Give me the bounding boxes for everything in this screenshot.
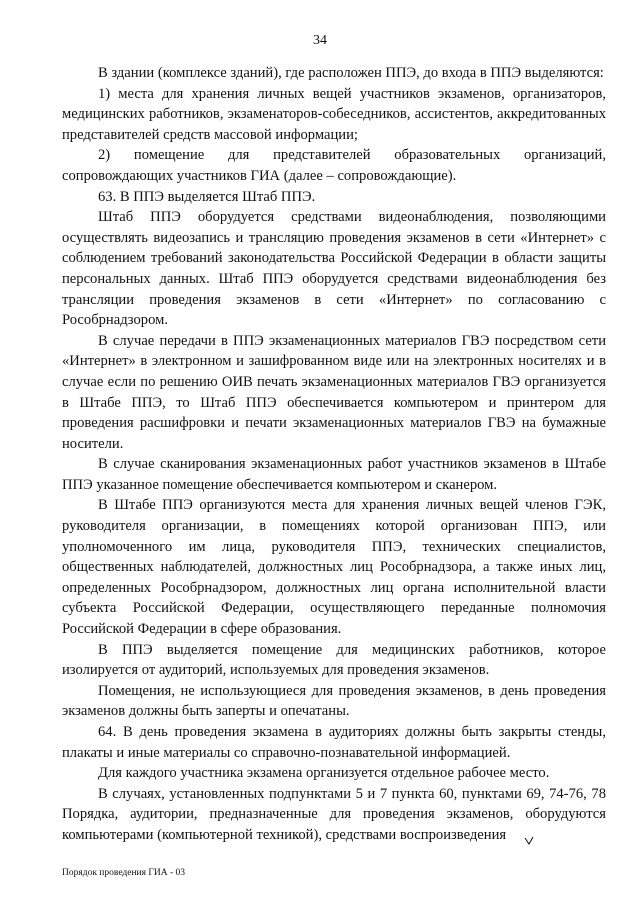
- paragraph-7: В случае сканирования экзаменационных работ участников экзаменов в Штабе ППЭ указанное помещение обеспечивается компьютером и сканером.: [62, 456, 606, 493]
- paragraph-10: Помещения, не использующиеся для проведения экзаменов, в день проведения экзаменов должны быть заперты и опечатаны.: [62, 682, 606, 720]
- paragraph-8: В Штабе ППЭ организуются места для хранения личных вещей членов ГЭК, руководителя организации, в помещениях которой организован ППЭ, или уполномоченного им лица, руководителя ППЭ, технических специалистов, общественных наблюдателей, должностных лиц Рособрнадзора, а также иных лиц, определенных Рособрнадзором, должностных лиц органа исполнительной власти субъекта Российской Федерации, осуществляющего переданные полномочия Российской Федерации в сфере образования.: [62, 497, 606, 638]
- paragraph-6: В случае передачи в ППЭ экзаменационных материалов ГВЭ посредством сети «Интернет» в электронном и зашифрованном виде или на электронных носителях и в случае если по решению ОИВ печать экзаменационных материалов ГВЭ организуется в Штабе ППЭ, то Штаб ППЭ обеспечивается компьютером и принтером для проведения расшифровки и печати экзаменационных материалов ГВЭ на бумажные носители.: [62, 332, 606, 452]
- paragraph-9: В ППЭ выделяется помещение для медицинских работников, которое изолируется от аудиторий, используемых для проведения экзаменов.: [62, 641, 606, 679]
- paragraph-2: 1) места для хранения личных вещей участников экзаменов, организаторов, медицинских работников, экзаменаторов-собеседников, ассистентов, аккредитованных представителей средств массовой информации;: [62, 85, 606, 143]
- paragraph-11: 64. В день проведения экзамена в аудиториях должны быть закрыты стенды, плакаты и иные материалы со справочно-познавательной информацией.: [62, 724, 606, 761]
- paragraph-5: Штаб ППЭ оборудуется средствами видеонаблюдения, позволяющими осуществлять видеозапись и трансляцию проведения экзаменов в сети «Интернет» с соблюдением требований законодательства Российской Федерации в области защиты персональных данных. Штаб ППЭ оборудуется средствами видеонаблюдения без трансляции проведения экзаменов в сети «Интернет» по согласованию с Рособрнадзором.: [62, 209, 606, 329]
- body-text: [62, 63, 606, 846]
- pen-mark-icon: [524, 836, 534, 846]
- page-number: 34: [313, 33, 327, 48]
- paragraph-3: 2) помещение для представителей образовательных организаций, сопровождающих участников ГИА (далее – сопровождающие).: [62, 147, 606, 184]
- paragraph-4: 63. В ППЭ выделяется Штаб ППЭ.: [98, 188, 316, 205]
- paragraph-13: В случаях, установленных подпунктами 5 и 7 пункта 60, пунктами 69, 74-76, 78 Порядка, аудитории, предназначенные для проведения экзаменов, оборудуются компьютерами (компьютерной техникой), средствами воспроизведения: [62, 785, 606, 843]
- page-footer: Порядок проведения ГИА - 03: [62, 868, 185, 878]
- paragraph-1: В здании (комплексе зданий), где расположен ППЭ, до входа в ППЭ выделяются:: [98, 65, 604, 81]
- paragraph-12: Для каждого участника экзамена организуется отдельное рабочее место.: [98, 765, 550, 782]
